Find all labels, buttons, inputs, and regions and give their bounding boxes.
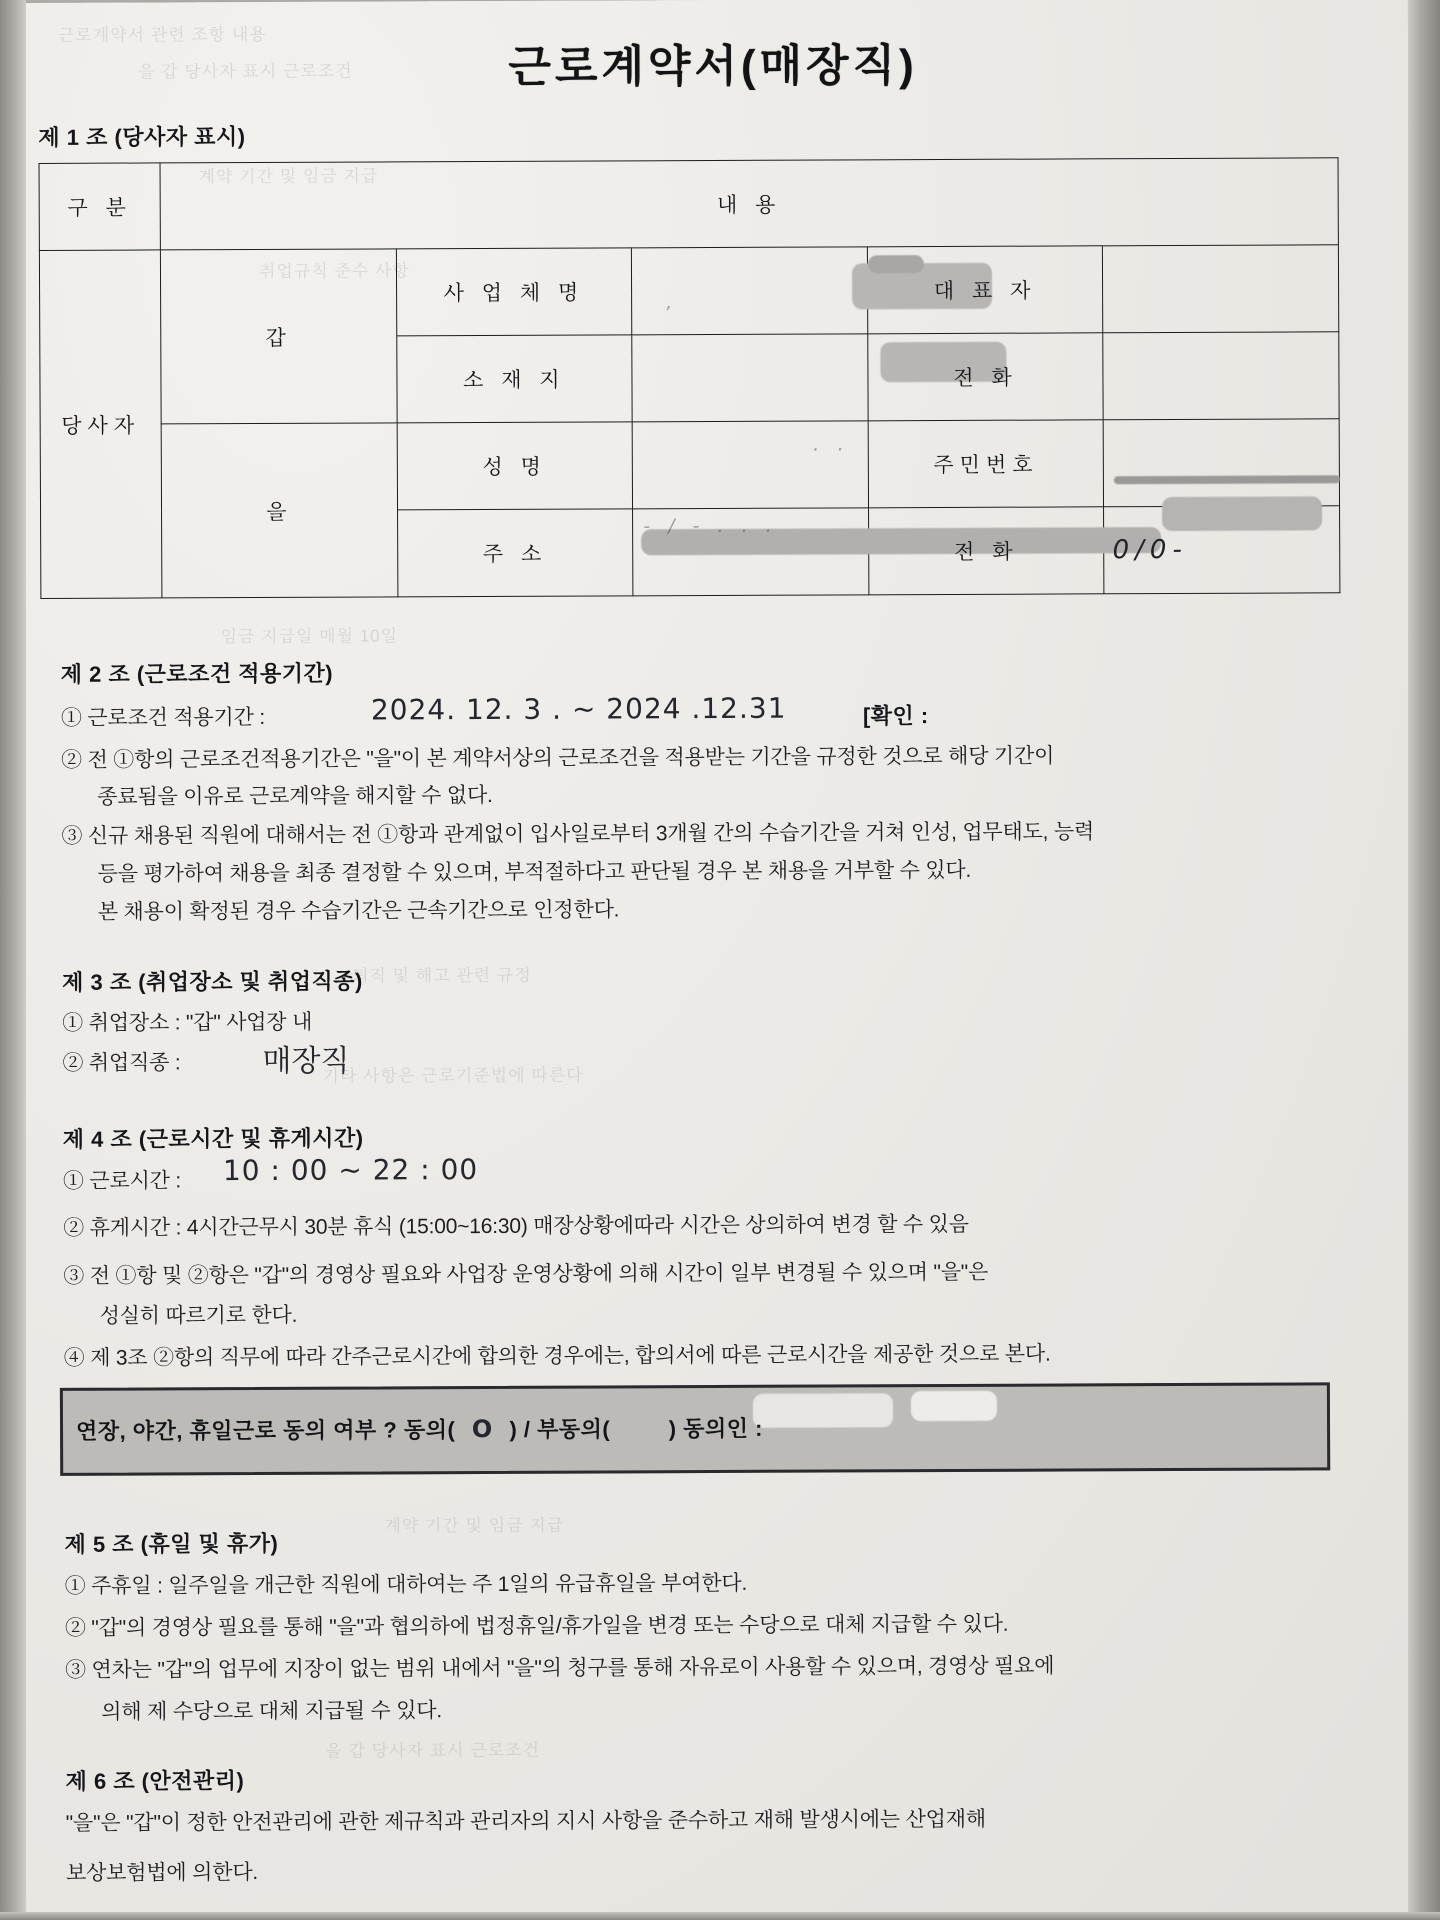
article-2-item-1-label: ① 근로조건 적용기간 :	[60, 705, 266, 730]
article-3-heading: 제 3 조 (취업장소 및 취업직종)	[62, 968, 363, 995]
bleed-text: 계약 기간 및 임금 지급	[384, 1515, 565, 1536]
article-1-heading: 제 1 조 (당사자 표시)	[38, 124, 246, 150]
article-5-item-2: ② "갑"의 경영상 필요를 통해 "을"과 협의하에 법정휴일/휴가일을 변경 또는 수당으로 대체 지급할 수 있다.	[64, 1612, 1009, 1640]
article-2-item-3b: 등을 평가하여 채용을 최종 결정할 수 있으며, 부적절하다고 판단될 경우 본 채용을 거부할 수 있다.	[97, 858, 972, 886]
article-2-item-2b: 종료됨을 이유로 근로계약을 해지할 수 없다.	[97, 783, 493, 809]
label-ssn: 주민번호	[868, 420, 1104, 508]
bleed-text: 계약 기간 및 임금 지급	[198, 166, 379, 187]
confirm-stamp-label: [확인 :	[862, 703, 929, 729]
value-phone2[interactable]: 0/0-	[1104, 506, 1340, 594]
article-2-item-2: ② 전 ①항의 근로조건적용기간은 "을"이 본 계약서상의 근로조건을 적용받는 기간을 규정한 것으로 해당 기간이	[61, 744, 1055, 772]
article-2-item-3c: 본 채용이 확정된 경우 수습기간은 근속기간으로 인정한다.	[97, 898, 620, 924]
article-3-item-1: ① 취업장소 : "갑" 사업장 내	[62, 1010, 313, 1035]
article-6-heading: 제 6 조 (안전관리)	[65, 1768, 245, 1794]
bleed-text: 근로계약서 관련 조항 내용	[57, 24, 267, 45]
work-hours-value[interactable]: 10 : 00 ~ 22 : 00	[222, 1153, 479, 1188]
bleed-text: 을 갑 당사자 표시 근로조건	[325, 1740, 541, 1761]
article-4-item-3: ③ 전 ①항 및 ②항은 "갑"의 경영상 필요와 사업장 운영상황에 의해 시간이 일부 변경될 수 있으며 "을"은	[63, 1260, 989, 1288]
page-title: 근로계약서(매장직)	[508, 41, 918, 92]
bleed-text: 취업규칙 준수 사항	[258, 261, 410, 281]
article-4-item-1-label: ① 근로시간 :	[62, 1169, 182, 1193]
party-table	[39, 157, 1341, 599]
label-company: 사 업 체 명	[396, 248, 632, 336]
article-2-item-3: ③ 신규 채용된 직원에 대해서는 전 ①항과 관계없이 입사일로부터 3개월 간의 수습기간을 거쳐 인성, 업무태도, 능력	[61, 820, 1095, 848]
article-5-item-3b: 의해 제 수당으로 대체 지급될 수 있다.	[101, 1699, 443, 1724]
value-ceo[interactable]	[1103, 245, 1339, 333]
party-table-wrapper	[39, 157, 1341, 599]
article-2-heading: 제 2 조 (근로조건 적용기간)	[60, 660, 334, 687]
job-type-value[interactable]: 매장직	[262, 1043, 350, 1079]
article-6-line-2: 보상보험법에 의한다.	[65, 1861, 259, 1885]
article-3-item-2-label: ② 취업직종 :	[62, 1051, 181, 1075]
bleed-text: 임금 지급일 매월 10일	[220, 626, 399, 647]
bleed-text: 퇴직 및 해고 관련 규정	[352, 965, 532, 986]
consent-agree-mark[interactable]: O	[471, 1414, 493, 1444]
label-address: 주 소	[397, 509, 633, 597]
cell-side-b: 을	[161, 423, 397, 598]
table-row	[40, 419, 1339, 512]
article-5-heading: 제 5 조 (휴일 및 휴가)	[64, 1530, 279, 1557]
value-location[interactable]	[632, 334, 868, 422]
consent-label: 연장, 야간, 휴일근로 동의 여부 ? 동의(	[75, 1417, 456, 1444]
label-location: 소 재 지	[396, 335, 632, 423]
redaction-mark	[1114, 475, 1340, 484]
value-company[interactable]: ,	[632, 247, 868, 335]
article-4-item-4: ④ 제 3조 ②항의 직무에 따라 간주근로시간에 합의한 경우에는, 합의서에 따른 근로시간을 제공한 것으로 본다.	[63, 1342, 1051, 1370]
article-4-heading: 제 4 조 (근로시간 및 휴게시간)	[62, 1125, 364, 1152]
value-address[interactable]: - / - . . .	[633, 508, 869, 596]
label-phone: 전 화	[868, 333, 1104, 421]
consent-tail: ) 동의인 :	[668, 1415, 763, 1442]
table-row	[39, 245, 1338, 338]
label-name: 성 명	[397, 422, 633, 510]
label-phone2: 전 화	[868, 507, 1104, 595]
article-4-item-2: ② 휴게시간 : 4시간근무시 30분 휴식 (15:00~16:30) 매장상황에따라 시간은 상의하여 변경 할 수 있음	[63, 1212, 969, 1240]
consent-mid: ) / 부동의(	[509, 1416, 611, 1442]
contract-period-value[interactable]: 2024. 12. 3 . ~ 2024 .12.31	[370, 691, 787, 727]
header-content: 내 용	[160, 158, 1338, 250]
article-6-line-1: "을"은 "갑"이 정한 안전관리에 관한 제규칙과 관리자의 지시 사항을 준수하고 재해 발생시에는 산업재해	[65, 1807, 986, 1835]
bleed-text: 을 갑 당사자 표시 근로조건	[138, 61, 353, 82]
value-phone[interactable]	[1103, 332, 1339, 420]
cell-side-a: 갑	[160, 249, 396, 424]
header-gubun: 구 분	[39, 163, 160, 251]
overtime-consent-text	[76, 1410, 1276, 1446]
article-5-item-3: ③ 연차는 "갑"의 업무에 지장이 없는 범위 내에서 "을"의 청구를 통해 자유로이 사용할 수 있으며, 경영상 필요에	[65, 1654, 1055, 1682]
redaction-mark	[1162, 496, 1322, 531]
table-header-row	[39, 158, 1338, 251]
bleed-text: 기타 사항은 근로기준법에 따른다	[322, 1065, 584, 1086]
article-5-item-1: ① 주휴일 : 일주일을 개근한 직원에 대하여는 주 1일의 유급휴일을 부여한다.	[64, 1571, 748, 1598]
article-4-item-3b: 성실히 따르기로 한다.	[99, 1303, 298, 1328]
value-name[interactable]: . .	[632, 421, 868, 509]
cell-party-label: 당사자	[39, 250, 162, 599]
document-content	[18, 0, 1416, 1920]
label-ceo: 대 표 자	[867, 246, 1103, 334]
value-ssn[interactable]	[1104, 419, 1340, 507]
